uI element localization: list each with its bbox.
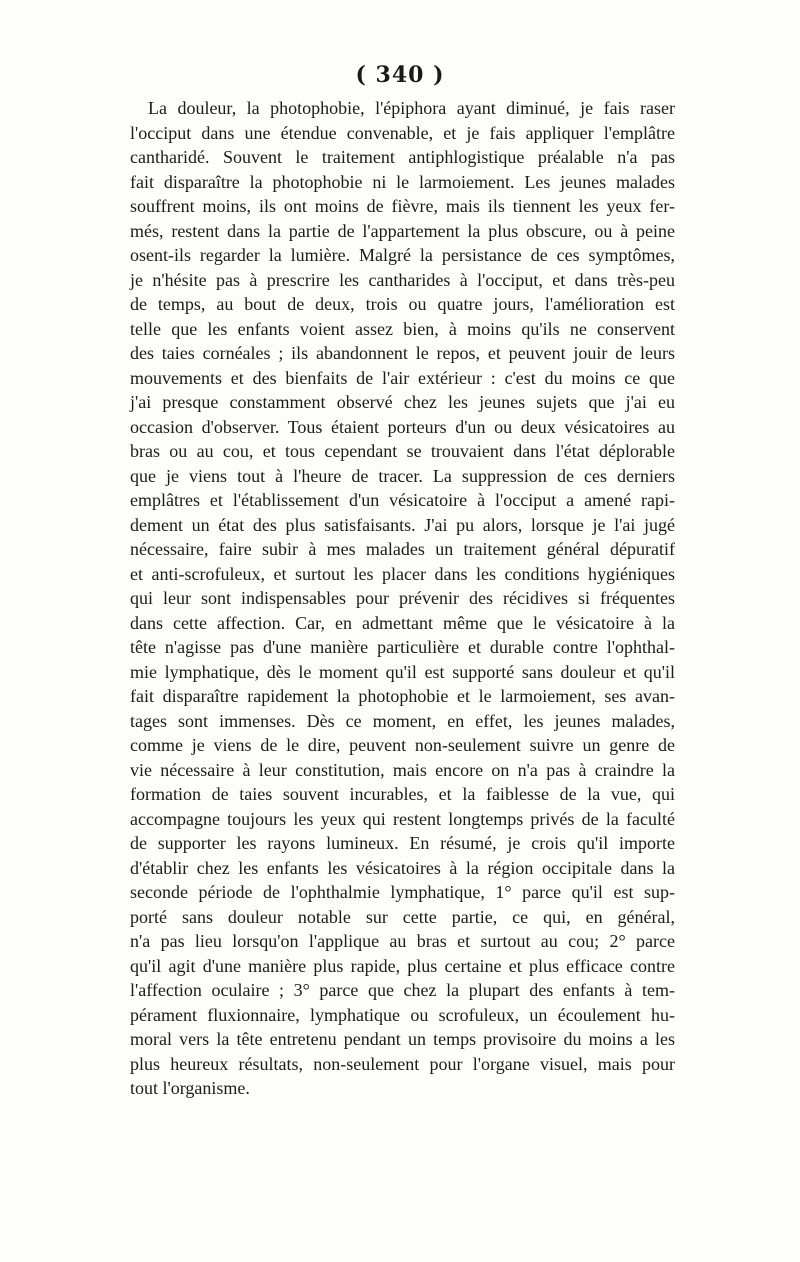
text-line: nécessaire, faire subir à mes malades un traitement général dépuratif [130, 539, 675, 559]
text-line: d'établir chez les enfants les vésicatoires à la région occipitale dans la [130, 857, 675, 878]
text-line: accompagne toujours les yeux qui restent longtemps privés de la faculté [130, 808, 675, 829]
text-line: formation de taies souvent incurables, et la faiblesse de la vue, qui [130, 784, 675, 804]
text-line: tout l'organisme. [130, 1078, 250, 1098]
body-paragraph [130, 96, 675, 1101]
text-line: et anti-scrofuleux, et surtout les placer dans les conditions hygiéniques [130, 563, 675, 584]
text-line: occasion d'observer. Tous étaient porteurs d'un ou deux vésicatoires au [130, 416, 675, 437]
text-line: souffrent moins, ils ont moins de fièvre, mais ils tiennent les yeux fer- [130, 196, 675, 216]
text-line: fait disparaître la photophobie ni le larmoiement. Les jeunes malades [130, 171, 675, 192]
text-line: des taies cornéales ; ils abandonnent le repos, et peuvent jouir de leurs [130, 343, 675, 363]
text-line: qui leur sont indispensables pour prévenir des récidives si fréquentes [130, 588, 675, 608]
text-line: j'ai presque constamment observé chez les jeunes sujets que j'ai eu [130, 392, 675, 412]
text-line: n'a pas lieu lorsqu'on l'applique au bras et surtout au cou; 2° parce [130, 931, 675, 951]
text-line: seconde période de l'ophthalmie lymphatique, 1° parce qu'il est sup- [130, 882, 675, 902]
text-line: porté sans douleur notable sur cette partie, ce qui, en général, [130, 906, 675, 927]
text-line: telle que les enfants voient assez bien, à moins qu'ils ne conservent [130, 318, 675, 339]
text-line: comme je viens de le dire, peuvent non-seulement suivre un genre de [130, 735, 675, 755]
text-line: bras ou au cou, et tous cependant se trouvaient dans l'état déplorable [130, 441, 675, 461]
text-line: moral vers la tête entretenu pendant un temps provisoire du moins a les [130, 1029, 675, 1049]
text-line: mie lymphatique, dès le moment qu'il est supporté sans douleur et qu'il [130, 661, 675, 682]
text-line: je n'hésite pas à prescrire les cantharides à l'occiput, et dans très-peu [130, 269, 675, 290]
text-line: cantharidé. Souvent le traitement antiphlogistique préalable n'a pas [130, 147, 675, 167]
text-line: La douleur, la photophobie, l'épiphora ayant diminué, je fais raser [148, 98, 675, 118]
text-line: mouvements et des bienfaits de l'air extérieur : c'est du moins ce que [130, 367, 675, 388]
text-line: vie nécessaire à leur constitution, mais encore on n'a pas à craindre la [130, 759, 675, 780]
text-line: pérament fluxionnaire, lymphatique ou scrofuleux, un écoulement hu- [130, 1004, 675, 1025]
text-line: l'affection oculaire ; 3° parce que chez la plupart des enfants à tem- [130, 980, 675, 1000]
text-line: l'occiput dans une étendue convenable, et je fais appliquer l'emplâtre [130, 122, 675, 143]
text-line: més, restent dans la partie de l'appartement la plus obscure, ou à peine [130, 220, 675, 241]
text-line: dans cette affection. Car, en admettant même que le vésicatoire à la [130, 612, 675, 633]
text-line: de temps, au bout de deux, trois ou quatre jours, l'amélioration est [130, 294, 675, 314]
text-line: emplâtres et l'établissement d'un vésicatoire à l'occiput a amené rapi- [130, 490, 675, 510]
text-line: tête n'agisse pas d'une manière particulière et durable contre l'ophthal- [130, 637, 675, 657]
page-number: ( 340 ) [355, 62, 445, 88]
text-line: osent-ils regarder la lumière. Malgré la persistance de ces symptômes, [130, 245, 675, 265]
text-line: qu'il agit d'une manière plus rapide, plus certaine et plus efficace contre [130, 955, 675, 976]
text-line: dement un état des plus satisfaisants. J'ai pu alors, lorsque je l'ai jugé [130, 514, 675, 535]
text-line: tages sont immenses. Dès ce moment, en effet, les jeunes malades, [130, 710, 675, 731]
text-line: de supporter les rayons lumineux. En résumé, je crois qu'il importe [130, 833, 675, 853]
text-line: fait disparaître rapidement la photophobie et le larmoiement, ses avan- [130, 686, 675, 706]
text-line: que je viens tout à l'heure de tracer. La suppression de ces derniers [130, 465, 675, 486]
text-line: plus heureux résultats, non-seulement pour l'organe visuel, mais pour [130, 1053, 675, 1074]
